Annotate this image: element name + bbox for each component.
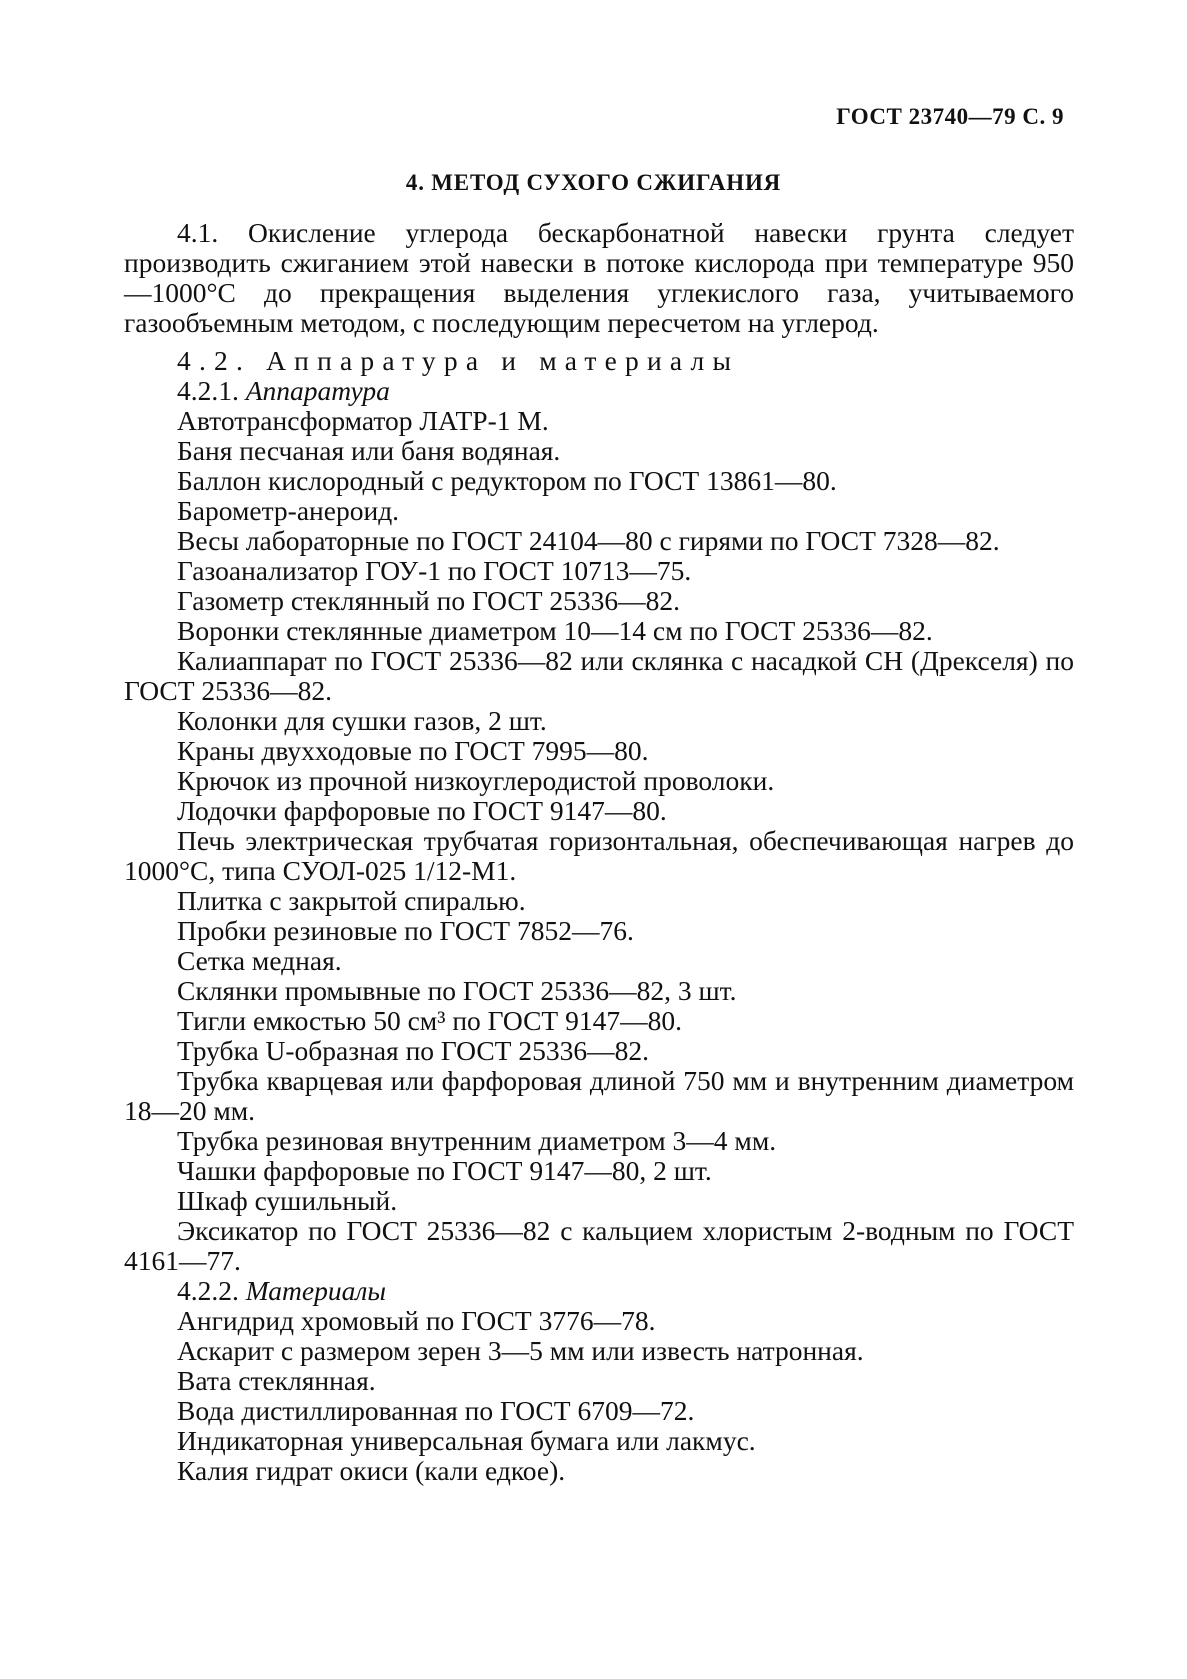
list-item: Пробки резиновые по ГОСТ 7852—76. — [177, 915, 634, 946]
document-body — [124, 218, 1074, 1486]
heading-4-2-2-title: Материалы — [245, 1275, 386, 1306]
list-item: Весы лабораторные по ГОСТ 24104—80 с гирями по ГОСТ 7328—82. — [177, 525, 1000, 556]
heading-4-2-1 — [124, 376, 1074, 406]
materials-list — [124, 1306, 1074, 1486]
list-item: Баня песчаная или баня водяная. — [177, 435, 561, 466]
list-item: Плитка с закрытой спиралью. — [177, 885, 526, 916]
list-item: Сетка медная. — [177, 945, 342, 976]
list-item: Трубка резиновая внутренним диаметром 3—4 мм. — [177, 1125, 777, 1156]
paragraph-4-1: 4.1. Окисление углерода бескарбонатной навески грунта следует производить сжиганием этой навески в потоке кислорода при температуре 950—1000°С до прекращения выделения углекислого газа, учитываемого газообъемным методом, с последующим пересчетом на углерод. — [124, 217, 1074, 338]
list-item: Крючок из прочной низкоуглеродистой проволоки. — [177, 765, 775, 796]
list-item: Индикаторная универсальная бумага или лакмус. — [177, 1425, 756, 1456]
heading-4-2: 4.2. Аппаратура и материалы — [177, 345, 740, 376]
list-item: Склянки промывные по ГОСТ 25336—82, 3 шт. — [177, 975, 737, 1006]
list-item: Трубка U-образная по ГОСТ 25336—82. — [177, 1035, 649, 1066]
list-item: Трубка кварцевая или фарфоровая длиной 750 мм и внутренним диаметром 18—20 мм. — [124, 1065, 1074, 1126]
list-item: Калия гидрат окиси (кали едкое). — [177, 1455, 566, 1486]
list-item: Лодочки фарфоровые по ГОСТ 9147—80. — [177, 795, 667, 826]
list-item: Ангидрид хромовый по ГОСТ 3776—78. — [177, 1305, 656, 1336]
list-item: Эксикатор по ГОСТ 25336—82 с кальцием хлористым 2-водным по ГОСТ 4161—77. — [124, 1215, 1074, 1276]
heading-4-2-1-title: Аппаратура — [245, 375, 390, 406]
list-item: Шкаф сушильный. — [177, 1185, 398, 1216]
list-item: Автотрансформатор ЛАТР-1 М. — [177, 405, 549, 436]
section-title: 4. МЕТОД СУХОГО СЖИГАНИЯ — [405, 170, 782, 195]
heading-4-2-2-number: 4.2.2. — [177, 1275, 246, 1306]
list-item: Чашки фарфоровые по ГОСТ 9147—80, 2 шт. — [177, 1155, 712, 1186]
list-item: Аскарит с размером зерен 3—5 мм или известь натронная. — [177, 1335, 864, 1366]
list-item: Газоанализатор ГОУ-1 по ГОСТ 10713—75. — [177, 555, 692, 586]
list-item: Вата стеклянная. — [177, 1365, 376, 1396]
page-header: ГОСТ 23740—79 С. 9 — [836, 104, 1064, 129]
list-item: Газометр стеклянный по ГОСТ 25336—82. — [177, 585, 680, 616]
list-item: Колонки для сушки газов, 2 шт. — [177, 705, 547, 736]
list-item: Воронки стеклянные диаметром 10—14 см по ГОСТ 25336—82. — [177, 615, 933, 646]
apparatus-list — [124, 406, 1074, 1276]
list-item: Баллон кислородный с редуктором по ГОСТ 13861—80. — [177, 465, 837, 496]
list-item: Тигли емкостью 50 см³ по ГОСТ 9147—80. — [177, 1005, 682, 1036]
list-item: Барометр-анероид. — [177, 495, 400, 526]
heading-4-2-2 — [124, 1276, 1074, 1306]
list-item: Вода дистиллированная по ГОСТ 6709—72. — [177, 1395, 695, 1426]
heading-4-2-1-number: 4.2.1. — [177, 375, 246, 406]
list-item: Калиаппарат по ГОСТ 25336—82 или склянка с насадкой СН (Дрекселя) по ГОСТ 25336—82. — [124, 645, 1074, 706]
list-item: Краны двухходовые по ГОСТ 7995—80. — [177, 735, 649, 766]
list-item: Печь электрическая трубчатая горизонтальная, обеспечивающая нагрев до 1000°С, типа СУОЛ-025 1/12-М1. — [124, 825, 1074, 886]
